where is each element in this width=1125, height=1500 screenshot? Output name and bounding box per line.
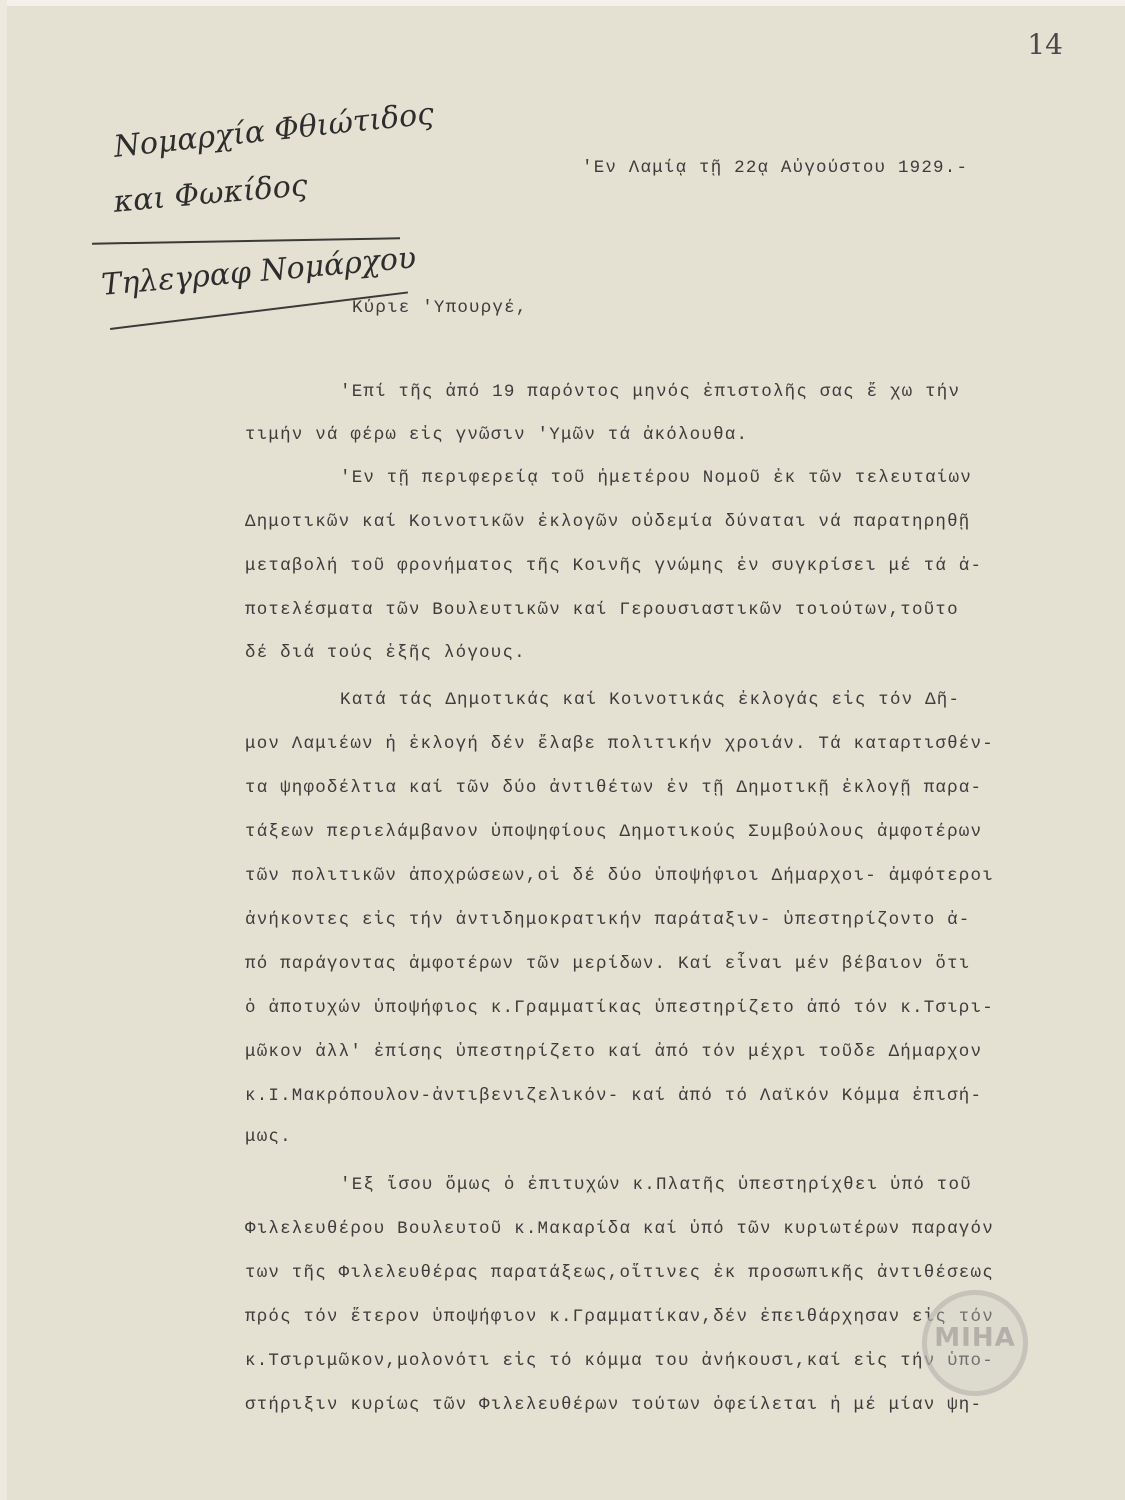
body-line: κ.Ι.Μακρόπουλον-ἀντιβενιζελικόν- καί ἀπό τό Λαϊκόν Κόμμα ἐπισή-: [245, 1086, 983, 1106]
body-line: ποτελέσματα τῶν Βουλευτικῶν καί Γερουσιαστικῶν τοιούτων,τοῦτο: [245, 600, 959, 620]
body-line: πό παράγοντας ἀμφοτέρων τῶν μερίδων. Καί εἶναι μέν βέβαιον ὅτι: [245, 954, 971, 974]
body-line: Φιλελευθέρου Βουλευτοῦ κ.Μακαρίδα καί ὑπό τῶν κυριωτέρων παραγόν: [245, 1219, 994, 1239]
folio-number: 14: [1027, 28, 1063, 61]
body-line: των τῆς Φιλελευθέρας παρατάξεως,οἵτινες ἐκ προσωπικῆς ἀντιθέσεως: [245, 1263, 994, 1283]
archive-watermark-stamp: [922, 1290, 1028, 1396]
stamp-text: ΜΙΗΑ: [934, 1323, 1016, 1353]
body-line: ὁ ἀποτυχών ὑποψήφιος κ.Γραμματίκας ὑπεστηρίζετο ἀπό τόν κ.Τσιρι-: [245, 998, 994, 1018]
body-line: Δημοτικῶν καί Κοινοτικῶν ἐκλογῶν οὐδεμία δύναται νά παρατηρηθῇ: [245, 512, 971, 532]
body-line: τα ψηφοδέλτια καί τῶν δύο ἀντιθέτων ἐν τῇ Δημοτικῇ ἐκλογῇ παρα-: [245, 778, 983, 798]
body-line: στήριξιν κυρίως τῶν Φιλελευθέρων τούτων ὀφείλεται ἡ μέ μίαν ψη-: [245, 1395, 983, 1415]
body-line: τιμήν νά φέρω εἰς γνῶσιν 'Υμῶν τά ἀκόλουθα.: [245, 425, 749, 445]
body-line: μον Λαμιέων ἡ ἐκλογή δέν ἔλαβε πολιτικήν χροιάν. Τά καταρτισθέν-: [245, 734, 994, 754]
letter-salutation: Κύριε 'Υπουργέ,: [352, 298, 528, 318]
margin-note-office: Τηλεγραφ Νομάρχου: [100, 240, 418, 303]
body-line: 'Επί τῆς ἀπό 19 παρόντος μηνός ἐπιστολῆς σας ἔ χω τήν: [340, 382, 961, 402]
margin-note-prefecture-cont: και Φωκίδος: [112, 168, 309, 220]
body-line: κ.Τσιριμῶκον,μολονότι εἰς τό κόμμα του ἀνήκουσι,καί εἰς τήν ὑπο-: [245, 1351, 994, 1371]
body-line: μεταβολή τοῦ φρονήματος τῆς Κοινῆς γνώμης ἐν συγκρίσει μέ τά ἀ-: [245, 556, 983, 576]
body-line: ἀνήκοντες εἰς τήν ἀντιδημοκρατικήν παράταξιν- ὑπεστηρίζοντο ἀ-: [245, 910, 971, 930]
body-line: 'Εξ ἴσου ὅμως ὁ ἐπιτυχών κ.Πλατῆς ὑπεστηρίχθει ὑπό τοῦ: [340, 1175, 972, 1195]
body-line: μως.: [245, 1127, 292, 1147]
margin-note-prefecture: Νομαρχία Φθιώτιδος: [112, 96, 436, 165]
body-line: δέ διά τούς ἑξῆς λόγους.: [245, 643, 526, 663]
paper-edge-left: [0, 0, 7, 1500]
letter-date: 'Εν Λαμίᾳ τῇ 22ᾳ Αὐγούστου 1929.-: [582, 158, 969, 178]
body-line: τῶν πολιτικῶν ἀποχρώσεων,οἱ δέ δύο ὑποψήφιοι Δήμαρχοι- ἀμφότεροι: [245, 866, 994, 886]
body-line: 'Εν τῇ περιφερείᾳ τοῦ ἡμετέρου Νομοῦ ἐκ τῶν τελευταίων: [340, 468, 972, 488]
body-line: Κατά τάς Δημοτικάς καί Κοινοτικάς ἐκλογάς εἰς τόν Δῆ-: [340, 690, 961, 710]
body-line: πρός τόν ἕτερον ὑποψήφιον κ.Γραμματίκαν,δέν ἐπειθάρχησαν εἰς τόν: [245, 1307, 994, 1327]
body-line: τάξεων περιελάμβανον ὑποψηφίους Δημοτικούς Συμβούλους ἀμφοτέρων: [245, 822, 983, 842]
body-line: μῶκον ἀλλ' ἐπίσης ὑπεστηρίζετο καί ἀπό τόν μέχρι τοῦδε Δήμαρχον: [245, 1042, 983, 1062]
margin-rule-top: [92, 237, 400, 244]
paper-edge-top: [0, 0, 1125, 6]
